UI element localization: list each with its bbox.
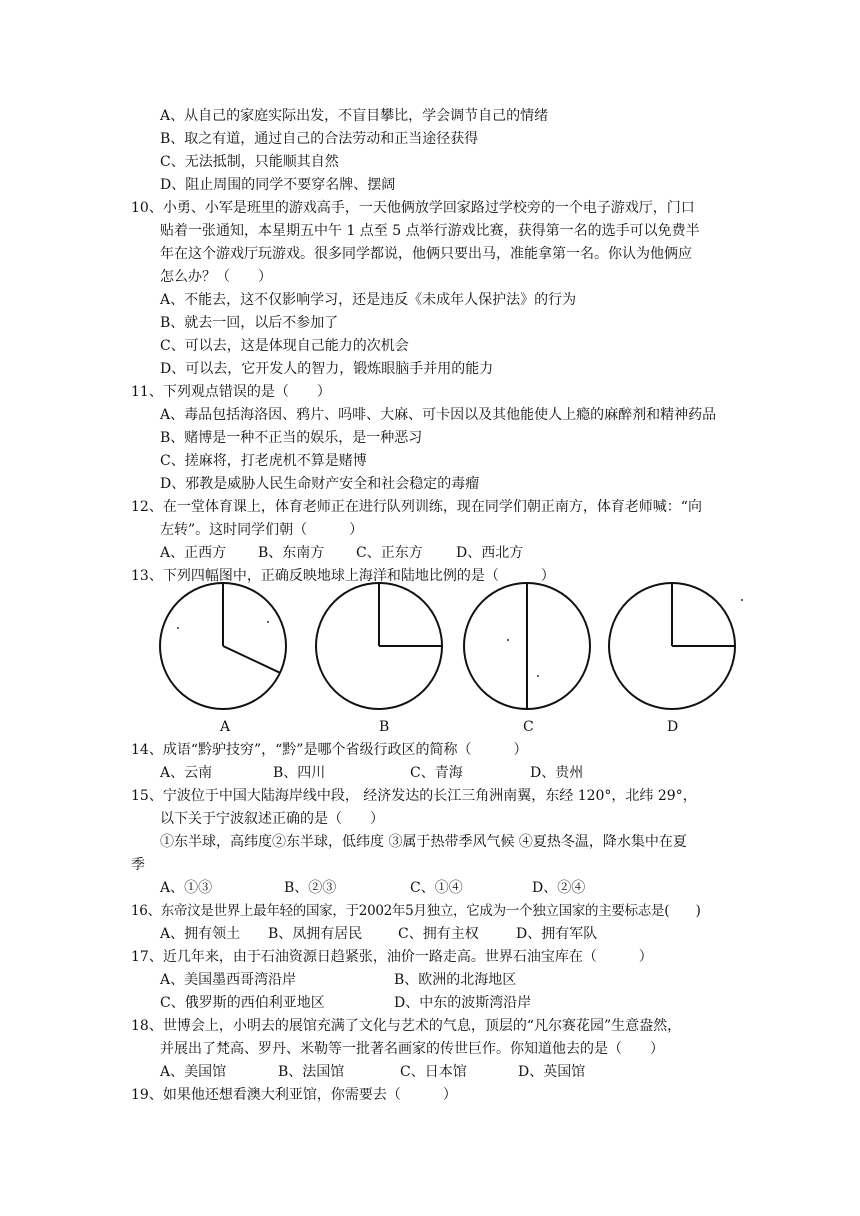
q11-stem: 11、下列观点错误的是（ ） xyxy=(131,384,331,400)
q10-option-c: C、可以去，这是体现自己能力的次机会 xyxy=(160,338,409,354)
q10-option-b: B、就去一回，以后不参加了 xyxy=(160,315,339,331)
scan-speck xyxy=(177,627,179,629)
q14-option-d: D、贵州 xyxy=(530,765,584,781)
q12-stem-line2: 左转”。这时同学们朝（ ） xyxy=(160,522,364,538)
q14-option-a: A、云南 xyxy=(160,765,213,781)
q18-option-a: A、美国馆 xyxy=(160,1064,227,1080)
q15-option-c: C、①④ xyxy=(410,880,463,896)
q15-stem-line4: 季 xyxy=(131,857,145,873)
q19-stem: 19、如果他还想看澳大利亚馆，你需要去（ ） xyxy=(131,1087,457,1103)
q16-option-c: C、拥有主权 xyxy=(398,926,479,942)
q10-stem-line3: 年在这个游戏厅玩游戏。很多同学都说，他俩只要出马，准能拿第一名。你认为他俩应 xyxy=(160,246,692,262)
q13-label-b: B xyxy=(379,719,390,735)
q15-option-d: D、②④ xyxy=(532,880,586,896)
scan-speck xyxy=(507,639,509,641)
q12-option-b: B、东南方 xyxy=(258,545,325,561)
pie-slice-edge-a xyxy=(223,646,280,673)
q14-option-c: C、青海 xyxy=(410,765,463,781)
q10-option-a: A、不能去，这不仅影响学习，还是违反《未成年人保护法》的行为 xyxy=(160,292,577,308)
q10-stem-line4: 怎么办？（ ） xyxy=(160,269,272,285)
q13-stem: 13、下列四幅图中，正确反映地球上海洋和陆地比例的是（ ） xyxy=(131,568,555,584)
q18-stem-line2: 并展出了梵高、罗丹、米勒等一批著名画家的传世巨作。你知道他去的是（ ） xyxy=(160,1041,664,1057)
q9-option-d: D、阻止周围的同学不要穿名牌、摆阔 xyxy=(160,177,396,193)
q18-option-d: D、英国馆 xyxy=(518,1064,586,1080)
scan-speck xyxy=(741,599,743,601)
q14-option-b: B、四川 xyxy=(273,765,326,781)
q16-option-d: D、拥有军队 xyxy=(516,926,598,942)
q15-stem-line2: 以下关于宁波叙述正确的是（ ） xyxy=(160,811,384,827)
q13-label-a: A xyxy=(220,719,231,735)
q12-option-a: A、正西方 xyxy=(160,545,227,561)
q11-option-d: D、邪教是威胁人民生命财产安全和社会稳定的毒瘤 xyxy=(160,476,480,492)
q9-option-b: B、取之有道，通过自己的合法劳动和正当途径获得 xyxy=(160,131,479,147)
q11-option-c: C、搓麻将，打老虎机不算是赌博 xyxy=(160,453,367,469)
q13-label-d: D xyxy=(667,719,679,735)
q15-stem-line1: 15、宁波位于中国大陆海岸线中段， 经济发达的长江三角洲南翼，东经 120°，北纬 29°， xyxy=(131,788,697,804)
q17-option-c: C、俄罗斯的西伯利亚地区 xyxy=(160,995,325,1011)
q12-option-d: D、西北方 xyxy=(456,545,524,561)
scan-speck xyxy=(537,675,539,677)
q18-option-b: B、法国馆 xyxy=(278,1064,345,1080)
q9-option-c: C、无法抵制，只能顺其自然 xyxy=(160,154,339,170)
q10-option-d: D、可以去，它开发人的智力，锻炼眼脑手并用的能力 xyxy=(160,361,494,377)
q11-option-b: B、赌博是一种不正当的娱乐，是一种恶习 xyxy=(160,430,423,446)
q14-stem: 14、成语“黔驴技穷”，“黔”是哪个省级行政区的简称（ ） xyxy=(131,742,528,758)
q17-option-b: B、欧洲的北海地区 xyxy=(394,972,517,988)
q18-stem-line1: 18、世博会上，小明去的展馆充满了文化与艺术的气息，顶层的“凡尔赛花园”生意盎然， xyxy=(131,1018,682,1034)
q15-option-b: B、②③ xyxy=(284,880,337,896)
q12-stem-line1: 12、在一堂体育课上，体育老师正在进行队列训练，现在同学们朝正南方，体育老师喊：“向 xyxy=(131,499,702,515)
q16-stem: 16、东帝汶是世界上最年轻的国家，于2002年5月独立，它成为一个独立国家的主要标志是( ) xyxy=(131,903,701,919)
q10-stem-line2: 贴着一张通知，本星期五中午 1 点至 5 点举行游戏比赛，获得第一名的选手可以免费半 xyxy=(160,223,700,239)
q17-option-a: A、美国墨西哥湾沿岸 xyxy=(160,972,297,988)
q16-option-a: A、拥有领土 xyxy=(160,926,241,942)
q15-stem-line3: ①东半球，高纬度②东半球，低纬度 ③属于热带季风气候 ④夏热冬温，降水集中在夏 xyxy=(160,834,687,850)
q16-option-b: B、凤拥有居民 xyxy=(268,926,363,942)
q15-option-a: A、①③ xyxy=(160,880,213,896)
q18-option-c: C、日本馆 xyxy=(400,1064,467,1080)
scan-speck xyxy=(267,621,269,623)
q10-stem-line1: 10、小勇、小军是班里的游戏高手，一天他俩放学回家路过学校旁的一个电子游戏厅，门口 xyxy=(131,200,695,216)
q9-option-a: A、从自己的家庭实际出发，不盲目攀比，学会调节自己的情绪 xyxy=(160,108,549,124)
q17-option-d: D、中东的波斯湾沿岸 xyxy=(394,995,532,1011)
q13-label-c: C xyxy=(523,719,534,735)
q12-option-c: C、正东方 xyxy=(356,545,423,561)
q17-stem: 17、近几年来，由于石油资源日趋紧张，油价一路走高。世界石油宝库在（ ） xyxy=(131,949,653,965)
q11-option-a: A、毒品包括海洛因、鸦片、吗啡、大麻、可卡因以及其他能使人上瘾的麻醉剂和精神药品 xyxy=(160,407,717,423)
